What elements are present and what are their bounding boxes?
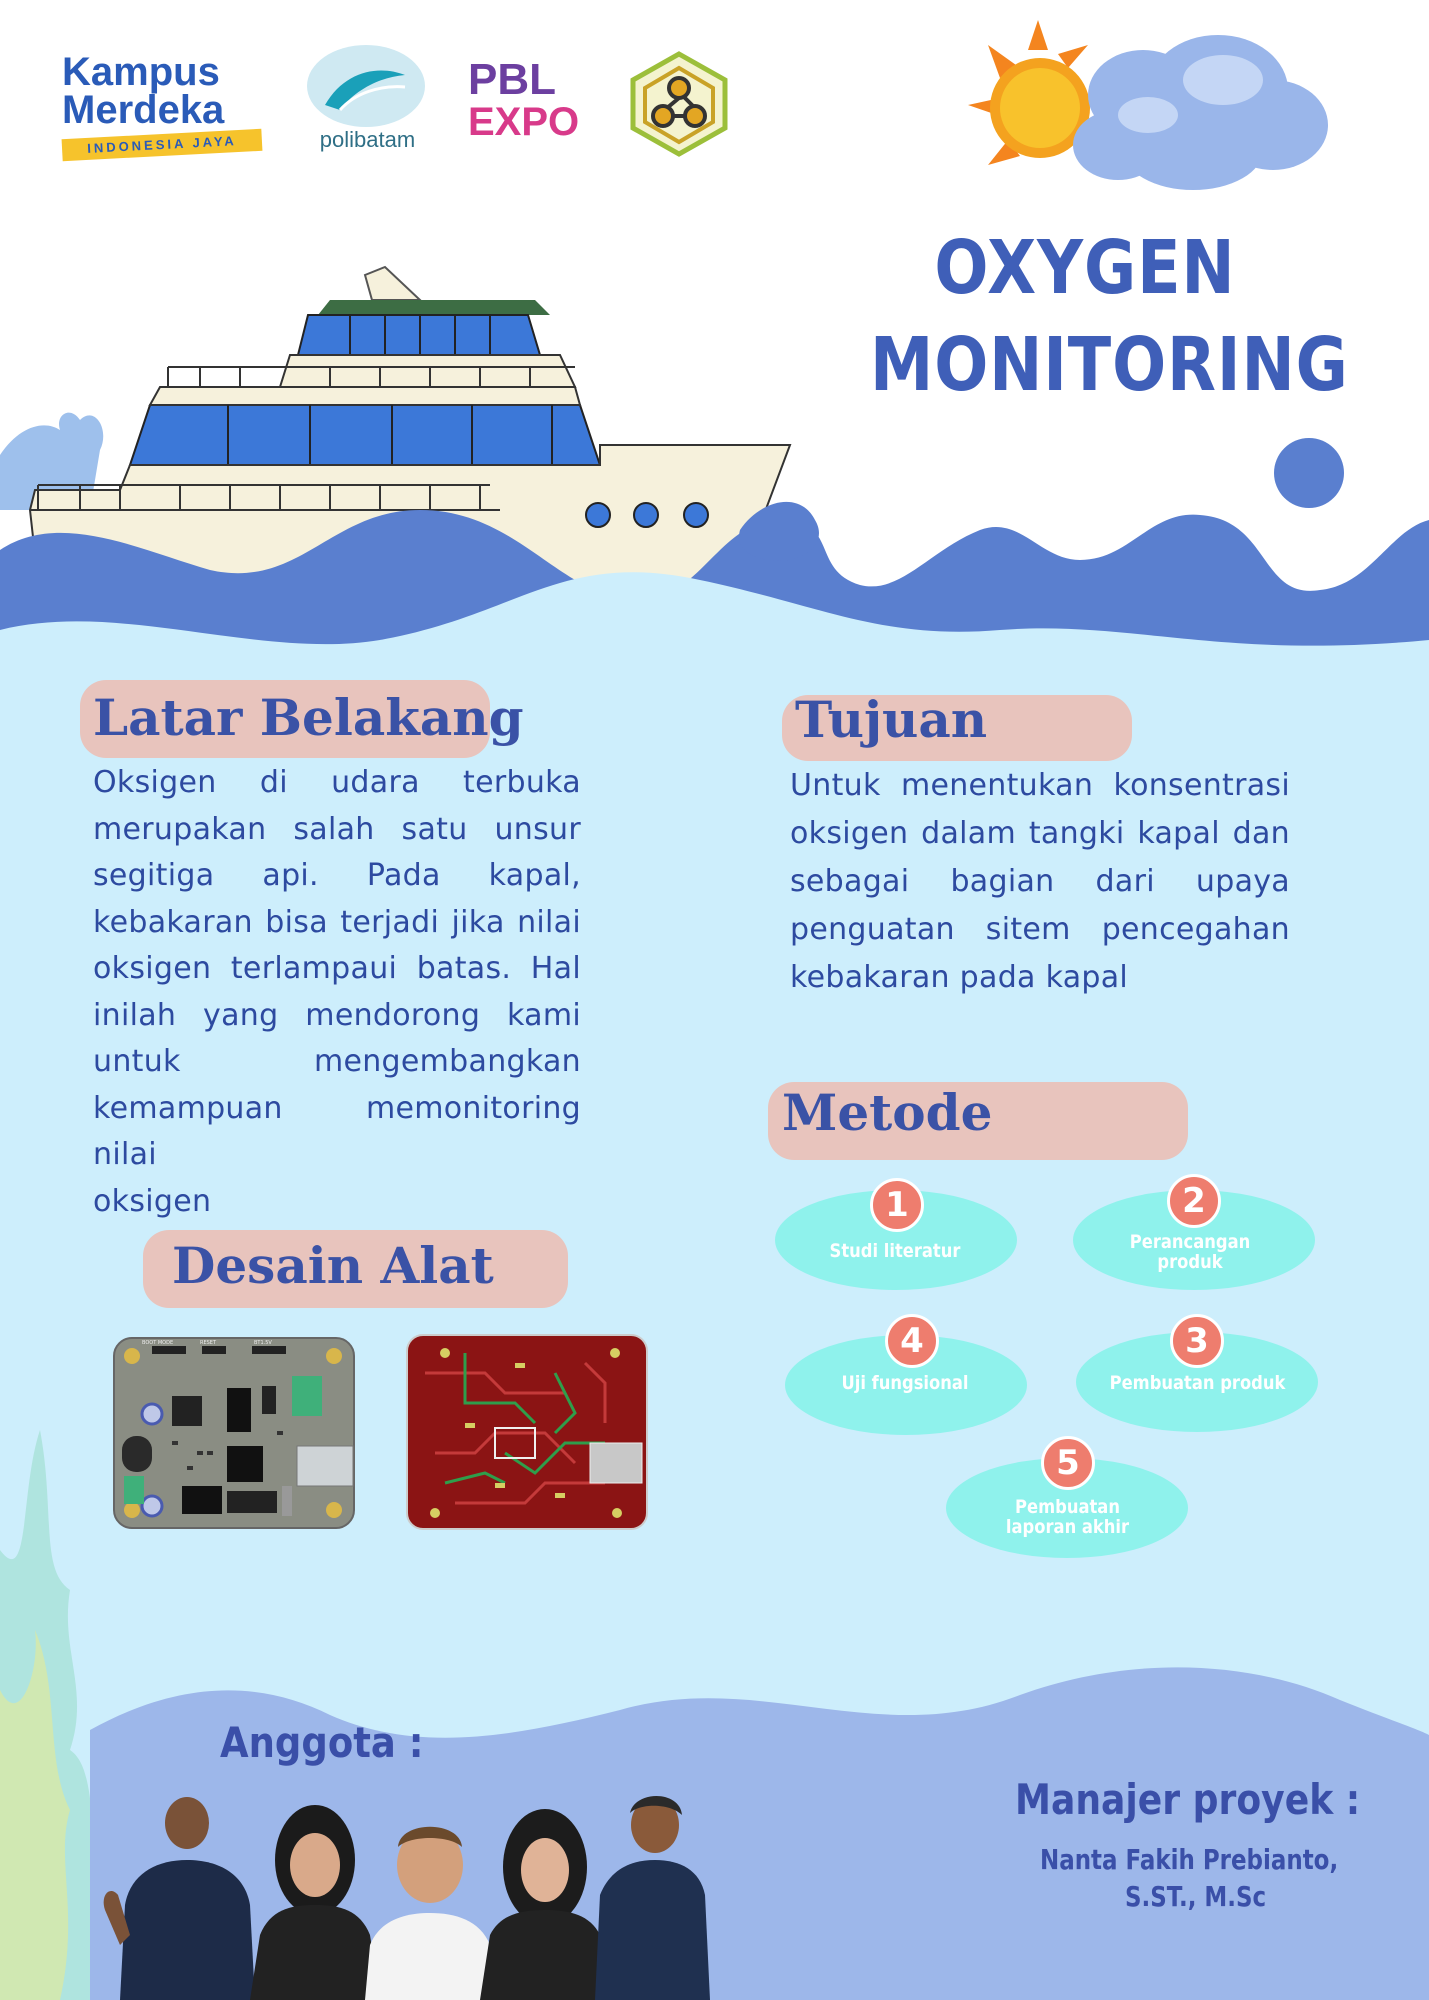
metode-heading: Metode (782, 1083, 993, 1142)
team-members-photo (90, 1785, 710, 2000)
desain-alat-heading: Desain Alat (172, 1236, 494, 1295)
member-2-avatar (250, 1805, 380, 2000)
manajer-name-line2: S.ST., M.Sc (1125, 1880, 1267, 1913)
member-1-avatar (104, 1797, 255, 2000)
pcb-3d-render-image (112, 1336, 358, 1531)
latar-belakang-text (93, 760, 581, 1225)
step-3-badge: 3 (1170, 1314, 1224, 1368)
pcb-label-boot: BOOT MODE (142, 1340, 174, 1346)
tujuan-line-1: Untuk menentukan konsentrasi (790, 768, 1290, 803)
step-4-label: Uji fungsional (841, 1372, 969, 1394)
latar-line-9: oksigen (93, 1183, 212, 1219)
step-1-badge: 1 (870, 1178, 924, 1232)
polibatam-text: polibatam (319, 127, 416, 152)
title-line1: OXYGEN (934, 225, 1236, 311)
hexagon-logo (627, 50, 731, 158)
title-line2: MONITORING (870, 322, 1349, 408)
latar-line-1: Oksigen di udara terbuka (93, 765, 581, 800)
tujuan-text (790, 762, 1290, 1002)
tujuan-line-2: oksigen dalam tangki kapal dan (790, 816, 1290, 851)
step-5-label: Pembuatan laporan akhir (1005, 1496, 1130, 1538)
pcb-layout-image (405, 1333, 649, 1531)
member-5-avatar (595, 1796, 710, 2000)
member-3-avatar (365, 1827, 495, 2000)
pbl-expo-line1: PBL (468, 55, 556, 104)
step-1-label: Studi literatur (829, 1240, 961, 1262)
latar-line-8: kemampuan memonitoring nilai (93, 1090, 581, 1172)
tujuan-line-3: sebagai bagian dari upaya (790, 864, 1290, 899)
kampus-merdeka-tagline: INDONESIA JAYA (62, 129, 263, 161)
kampus-merdeka-line1: Kampus (62, 50, 220, 94)
tujuan-heading: Tujuan (795, 690, 988, 749)
pcb-label-bt: BT1.5V (254, 1340, 272, 1346)
latar-belakang-heading: Latar Belakang (93, 688, 524, 747)
pbl-expo-logo (468, 48, 580, 153)
pcb-label-reset: RESET (200, 1340, 217, 1346)
anggota-heading: Anggota : (220, 1718, 424, 1767)
latar-line-6: inilah yang mendorong kami (93, 997, 581, 1033)
manajer-name-line1: Nanta Fakih Prebianto, (1040, 1843, 1339, 1876)
tujuan-line-4: penguatan sitem pencegahan (790, 912, 1290, 947)
latar-line-5: oksigen terlampaui batas. Hal (93, 951, 581, 986)
polibatam-logo (305, 45, 430, 160)
member-4-avatar (480, 1809, 610, 2000)
step-2-badge: 2 (1167, 1174, 1221, 1228)
step-2-label: Perancangan produk (1129, 1231, 1251, 1273)
manajer-heading: Manajer proyek : (1015, 1775, 1361, 1824)
step-4-badge: 4 (885, 1314, 939, 1368)
tujuan-line-5: kebakaran pada kapal (790, 960, 1129, 995)
latar-line-7: untuk mengembangkan (93, 1044, 581, 1079)
sun-cloud-icon (968, 20, 1338, 195)
polibatam-swoosh (320, 65, 410, 115)
kampus-merdeka-line2: Merdeka (62, 88, 225, 132)
kampus-merdeka-logo (60, 52, 270, 162)
latar-line-4: kebakaran bisa terjadi jika nilai (93, 904, 581, 940)
latar-line-3: segitiga api. Pada kapal, (93, 858, 581, 893)
latar-line-2: merupakan salah satu unsur (93, 811, 581, 847)
step-3-label: Pembuatan produk (1109, 1372, 1286, 1394)
step-5-badge: 5 (1041, 1436, 1095, 1490)
pbl-expo-line2: EXPO (468, 100, 580, 144)
wave-band (0, 490, 1429, 690)
